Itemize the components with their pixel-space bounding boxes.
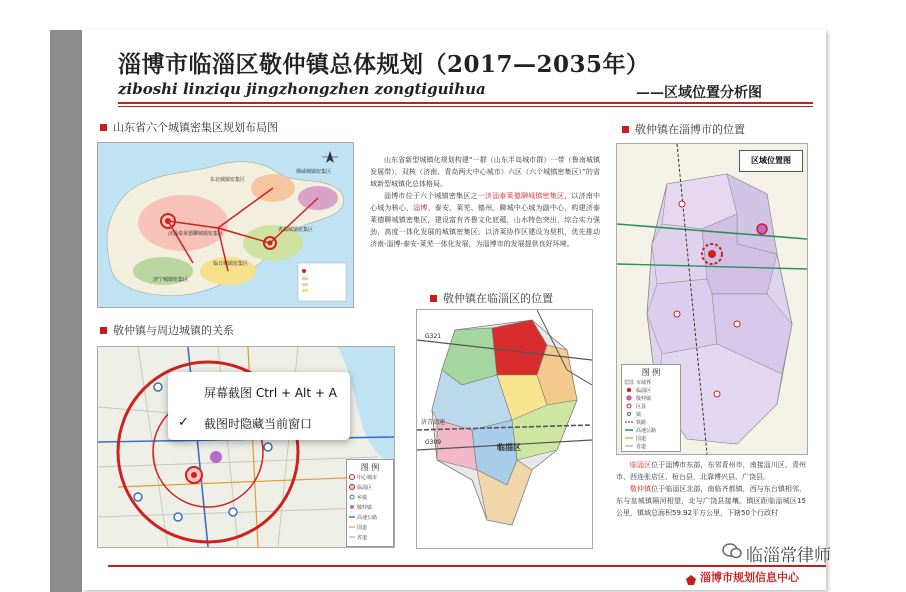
- legend-item: 临淄区: [357, 485, 373, 491]
- section-label: 敬仲镇在淄博市的位置: [635, 123, 745, 136]
- legend-item: 区县: [636, 404, 647, 410]
- bullet-icon: [430, 295, 437, 302]
- region-label: 济淄泰莱德聊城镇密集区: [168, 231, 224, 237]
- menu-item-hide-window[interactable]: 截图时隐藏当前窗口: [204, 417, 313, 431]
- legend-item: 国道: [357, 525, 368, 531]
- zibo-description-p2: 敬仲镇位于临淄区北部，南临齐都镇，西与东台镇相邻，东与皇城镇隔河相望，北与广饶县接壤。镇区距临淄城区15公里，镇域总面积59.92平方公里，下辖50个行政村: [616, 485, 806, 517]
- legend-item: 高速公路: [357, 515, 378, 521]
- section-label: 敬仲镇在临淄区的位置: [443, 292, 553, 305]
- zibo-legend: [621, 364, 681, 452]
- legend-item: 中心城市: [357, 475, 378, 481]
- legend-item: 敬仲镇: [636, 396, 652, 402]
- shandong-map-graphic: [98, 143, 353, 307]
- road-label: G309: [425, 439, 442, 446]
- legend-symbols: [347, 460, 393, 546]
- check-icon: ✓: [178, 415, 189, 430]
- page-title: 淄博市临淄区敬仲镇总体规划（2017—2035年）: [118, 51, 650, 78]
- wechat-icon: [722, 542, 742, 560]
- section-heading-linzi: [430, 290, 553, 306]
- district-label: 临淄区: [497, 443, 521, 452]
- neighbor-legend: [346, 459, 394, 547]
- header-divider-thin: [118, 106, 813, 107]
- legend-item: 省道: [636, 444, 647, 450]
- legend-item: 省道: [357, 535, 368, 541]
- section-label: 敬仲镇与周边城镇的关系: [113, 324, 234, 337]
- legend-item: 乡镇: [357, 495, 368, 501]
- zibo-description-p1: 临淄区位于淄博市东部，东邻青州市，南接淄川区、青州市、西连张店区、桓台县，北靠博兴县、广饶县。: [616, 461, 806, 481]
- road-label: 济青高速: [421, 419, 446, 426]
- region-description: [370, 154, 600, 250]
- section-label: 山东省六个城镇密集区规划布局图: [113, 121, 278, 134]
- zibo-description: [616, 459, 806, 519]
- region-label: 东北城镇密集区: [210, 177, 246, 183]
- linzi-map-graphic: [417, 310, 592, 548]
- org-logo-icon: [686, 570, 696, 580]
- legend-item: 镇: [636, 412, 642, 418]
- bullet-icon: [100, 124, 107, 131]
- section-heading-shandong: [100, 119, 278, 135]
- watermark-text: 临淄常律师: [746, 546, 831, 566]
- menu-item-screenshot[interactable]: 屏幕截图 Ctrl + Alt + A: [204, 386, 337, 400]
- header-divider: [118, 102, 813, 104]
- bullet-icon: [622, 126, 629, 133]
- legend-item: 市域界: [636, 380, 652, 386]
- footer-org: 淄博市规划信息中心: [700, 571, 799, 584]
- left-gray-bar: [50, 30, 82, 592]
- linzi-map: [416, 309, 593, 549]
- compass-icon: [322, 151, 338, 163]
- zibo-map: [616, 143, 808, 455]
- road-label: G321: [425, 333, 442, 340]
- footer-divider: [108, 565, 826, 567]
- page-subtitle: ——区域位置分析图: [636, 85, 762, 101]
- region-label: 青岛城镇密集区: [278, 227, 314, 233]
- page-title-pinyin: ziboshi linziqu jingzhongzhen zongtiguihua: [118, 80, 486, 98]
- legend-item: 高速公路: [636, 428, 657, 434]
- bullet-icon: [100, 327, 107, 334]
- legend-item: 临淄区: [636, 388, 652, 394]
- region-label: 烟威城镇密集区: [296, 169, 332, 175]
- legend-title: 图 例: [641, 368, 661, 377]
- section-heading-zibo: [622, 121, 745, 137]
- zibo-map-title: 区域位置图: [739, 150, 803, 172]
- screenshot-context-menu: [168, 372, 350, 440]
- legend-item: 国道: [636, 436, 647, 442]
- region-label: 临日城镇密集区: [213, 261, 249, 267]
- legend-item: 敬仲镇: [357, 505, 373, 511]
- description-p2: 淄博市位于六个城镇密集区之一济淄泰莱德聊城镇密集区，以济南中心城为核心，淄博、泰安、莱芜、德州、聊城中心城为副中心，构建济泰莱德聊城镇密集区，建设富有齐鲁文化底蕴，山水特色突出，综合实力强劲，高度一体化发展的城镇密集区。以济莱协作区建设为契机，优先推动济南-淄博-泰安-莱芜一体化发展，为淄博市的发展提供良好环境。: [370, 192, 601, 248]
- legend-item: 铁路: [636, 420, 647, 426]
- description-p1: 山东省新型城镇化规划构建“一群（山东半岛城市群）一带（鲁南城镇发展带），双核（济南、青岛两大中心城市）六区（六个城镇密集区）”的省域新型城镇化总体格局。: [370, 156, 600, 188]
- legend-symbols: [622, 365, 680, 451]
- legend-title: 图 例: [360, 463, 380, 472]
- region-label: 济宁城镇密集区: [153, 277, 189, 283]
- section-heading-neighbors: [100, 322, 234, 338]
- shandong-map: [97, 142, 354, 308]
